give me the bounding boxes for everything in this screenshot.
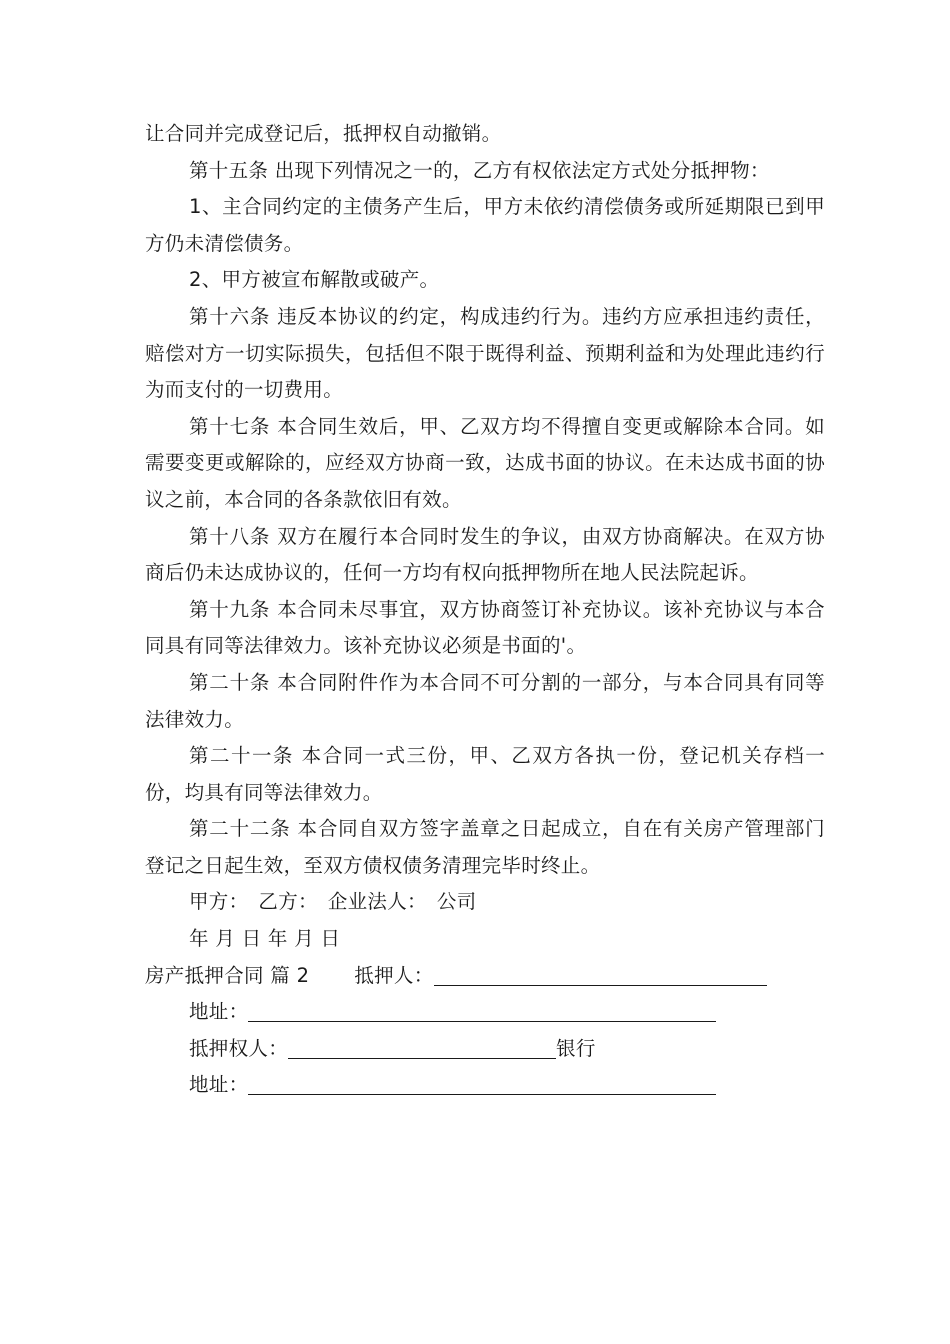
address-label-2: 地址： [189, 1073, 249, 1097]
date-text: 年 月 日 年 月 日 [189, 927, 341, 951]
section2-header-line [145, 958, 825, 995]
article-15-item-1: 1、主合同约定的主债务产生后，甲方未依约清偿债务或所延期限已到甲方仍未清偿债务。 [145, 195, 825, 255]
article-18: 第十八条 双方在履行本合同时发生的争议，由双方协商解决。在双方协商后仍未达成协议的，任何一方均有权向抵押物所在地人民法院起诉。 [145, 524, 825, 585]
date-line [145, 921, 825, 958]
bank-suffix: 银行 [556, 1036, 596, 1060]
mortgagee-line [145, 1031, 825, 1068]
article-20: 第二十条 本合同附件作为本合同不可分割的一部分，与本合同具有同等法律效力。 [145, 670, 825, 731]
section2-title: 房产抵押合同 篇 2 [145, 963, 310, 987]
contract-body [145, 116, 825, 1104]
article-15-item-2: 2、甲方被宣布解散或破产。 [189, 268, 440, 292]
paragraph-intro: 让合同并完成登记后，抵押权自动撤销。 [145, 122, 502, 145]
article-22: 第二十二条 本合同自双方签字盖章之日起成立，自在有关房产管理部门登记之日起生效，至双方债权债务清理完毕时终止。 [145, 817, 825, 877]
article-16: 第十六条 违反本协议的约定，构成违约行为。违约方应承担违约责任，赔偿对方一切实际损失，包括但不限于既得利益、预期利益和为处理此违约行为而支付的一切费用。 [145, 304, 825, 402]
mortgagor-blank[interactable] [434, 963, 767, 986]
article-21: 第二十一条 本合同一式三份，甲、乙双方各执一份，登记机关存档一份，均具有同等法律效力。 [145, 744, 825, 804]
party-a-label: 甲方： [189, 890, 249, 914]
address-blank-1[interactable] [248, 999, 716, 1022]
company-label: 公司 [436, 890, 477, 914]
legal-person-label: 企业法人： [327, 890, 427, 914]
address-line-1 [145, 994, 825, 1031]
signature-line [145, 884, 825, 921]
article-17: 第十七条 本合同生效后，甲、乙双方均不得擅自变更或解除本合同。如需要变更或解除的，应经双方协商一致，达成书面的协议。在未达成书面的协议之前，本合同的各条款依旧有效。 [145, 414, 825, 511]
article-19: 第十九条 本合同未尽事宜，双方协商签订补充协议。该补充协议与本合同具有同等法律效力。该补充协议必须是书面的'。 [145, 597, 825, 658]
party-b-label: 乙方： [258, 890, 318, 914]
article-15: 第十五条 出现下列情况之一的，乙方有权依法定方式处分抵押物： [189, 158, 770, 182]
mortgagee-blank[interactable] [288, 1036, 556, 1059]
mortgagee-label: 抵押权人： [189, 1036, 289, 1060]
address-label-1: 地址： [189, 1000, 249, 1024]
address-line-2 [145, 1067, 825, 1104]
mortgagor-label: 抵押人： [354, 963, 434, 987]
address-blank-2[interactable] [248, 1072, 716, 1095]
